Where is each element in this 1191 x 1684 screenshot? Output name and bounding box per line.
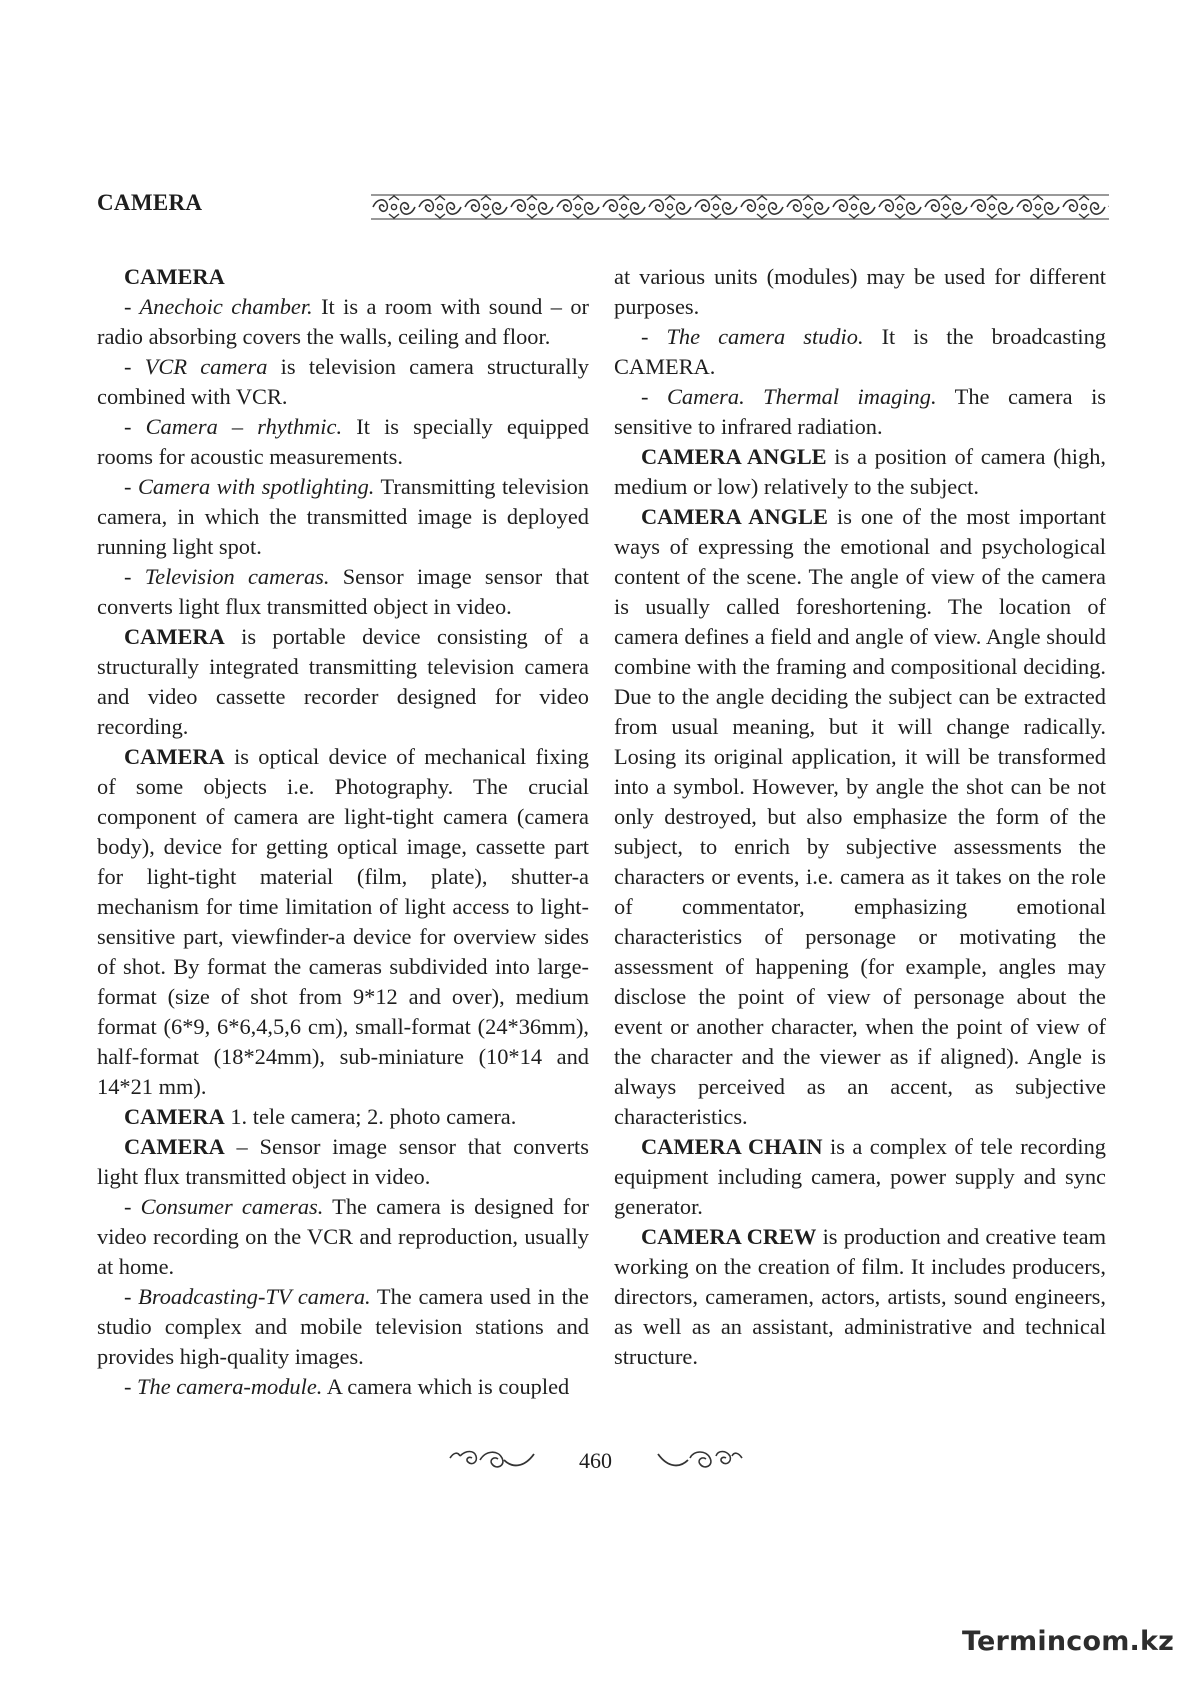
entry-paragraph: - Anechoic chamber. It is a room with sound – or radio absorbing covers the walls, ceiling and floor. [97, 294, 589, 349]
entry-paragraph: - Consumer cameras. The camera is designed for video recording on the VCR and reproduction, usually at home. [97, 1194, 590, 1279]
page-number: 460 [579, 1447, 612, 1473]
entry-paragraph: - VCR camera is television camera structurally combined with VCR. [97, 354, 590, 409]
entry-heading: CAMERA [124, 264, 225, 289]
running-header: CAMERA [97, 190, 203, 215]
continued-text: at various units (modules) may be used for different purposes. [614, 264, 1106, 319]
entry-paragraph: - Television cameras. Sensor image sensor that converts light flux transmitted object in video. [97, 564, 589, 619]
entry-paragraph: - The camera studio. It is the broadcasting CAMERA. [614, 324, 1106, 379]
entry-paragraph: CAMERA CREW is production and creative team working on the creation of film. It includes producers, directors, cameramen, actors, artists, sound engineers, as well as an assistant, administrative and technical structure. [614, 1224, 1106, 1369]
site-watermark: Termincom.kz [962, 1626, 1175, 1657]
entry-paragraph: CAMERA CHAIN is a complex of tele recording equipment including camera, power supply and sync generator. [614, 1134, 1106, 1219]
entry-paragraph: CAMERA ANGLE is a position of camera (high, medium or low) relatively to the subject. [614, 444, 1106, 499]
entry-paragraph: CAMERA – Sensor image sensor that converts light flux transmitted object in video. [97, 1134, 589, 1189]
left-flourish-icon [446, 1448, 538, 1474]
entry-paragraph: - Broadcasting-TV camera. The camera used in the studio complex and mobile television stations and provides high-quality images. [97, 1284, 589, 1369]
right-column [614, 262, 1106, 1372]
right-flourish-icon [654, 1448, 746, 1474]
entry-paragraph: - Camera – rhythmic. It is specially equipped rooms for acoustic measurements. [97, 414, 589, 469]
entry-paragraph: CAMERA ANGLE is one of the most important ways of expressing the emotional and psychological content of the scene. The angle of view of the camera is usually called foreshortening. The location of camera defines a field and angle of view. Angle should combine with the framing and compositional deciding. Due to the angle deciding the subject can be extracted from usual meaning, but it will change radically. Losing its original application, it will be transformed into a symbol. However, by angle the shot can be not only destroyed, but also emphasize the form of the subject, to enrich by subjective assessments the characters or events, i.e. camera as it takes on the role of commentator, emphasizing emotional characteristics of personage or motivating the assessment of happening (for example, angles may disclose the point of view of personage about the event or another character, when the point of view of the character and the viewer as if aligned). Angle is always perceived as an accent, as subjective characteristics. [614, 504, 1106, 1129]
entry-paragraph: - Camera. Thermal imaging. The camera is sensitive to infrared radiation. [614, 384, 1106, 439]
entry-paragraph: CAMERA is portable device consisting of a structurally integrated transmitting television camera and video cassette recorder designed for video recording. [97, 624, 589, 739]
left-column [97, 262, 589, 1402]
page-footer [0, 1446, 1191, 1474]
entry-paragraph: CAMERA is optical device of mechanical fixing of some objects i.e. Photography. The crucial component of camera are light-tight camera (camera body), device for getting optical image, cassette part for light-tight material (film, plate), shutter-a mechanism for time limitation of light access to light-sensitive part, viewfinder-a device for overview sides of shot. By format the cameras subdivided into large-format (size of shot from 9*12 and over), medium format (6*9, 6*6,4,5,6 cm), small-format (24*36mm), half-format (18*24mm), sub-miniature (10*14 and 14*21 mm). [97, 744, 589, 1099]
entry-paragraph: - The camera-module. A camera which is coupled [124, 1374, 570, 1399]
entry-paragraph: CAMERA 1. tele camera; 2. photo camera. [124, 1104, 517, 1129]
ornament-border-icon [371, 194, 1109, 220]
entry-paragraph: - Camera with spotlighting. Transmitting television camera, in which the transmitted image is deployed running light spot. [97, 474, 590, 559]
